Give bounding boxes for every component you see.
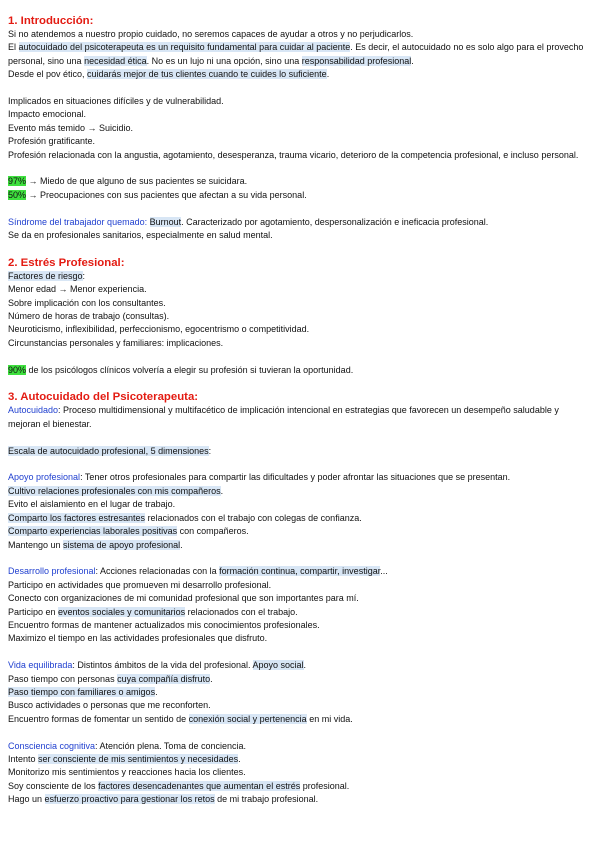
list-item xyxy=(8,793,592,806)
term-label: Autocuidado xyxy=(8,405,59,416)
list-item xyxy=(8,713,592,726)
text-run: : Atención plena. Toma de conciencia. xyxy=(95,740,246,751)
dimension-conciencia xyxy=(8,740,592,753)
text-run: Hago un xyxy=(8,794,45,805)
intro-paragraph-1: Si no atendemos a nuestro propio cuidado, no seremos capaces de ayudar a otros y no perjudicarlos. xyxy=(8,29,414,39)
list-item: Monitorizo mis sentimientos y reacciones hacia los clientes. xyxy=(8,767,246,778)
text-run: : Tener otros profesionales para compartir las dificultades y poder afrontar las situaciones que se presentan. xyxy=(80,472,511,483)
text-run: : Proceso multidimensional y multifacético de implicación intencional en estrategias que favorecen un desempeño saludable y mejoran el bienestar. xyxy=(8,405,559,429)
text-run: El xyxy=(8,42,19,53)
text-run: : Distintos ámbitos de la vida del profesional. xyxy=(72,660,253,671)
autocuidado-definition xyxy=(8,404,592,431)
dimension-apoyo xyxy=(8,471,592,484)
highlight: Factores de riesgo xyxy=(8,270,83,281)
text-run: Paso tiempo con personas xyxy=(8,673,118,684)
list-item: Menor edad → Menor experiencia. xyxy=(8,284,147,295)
list-item: Busco actividades o personas que me reconforten. xyxy=(8,700,211,711)
stat-percent: 50% xyxy=(8,189,27,200)
spacer xyxy=(8,242,592,255)
stat-line xyxy=(8,175,592,188)
text-run: Soy consciente de los xyxy=(8,780,99,791)
text-run: : xyxy=(82,270,86,281)
list-item: Evento más temido → Suicidio. xyxy=(8,122,134,133)
text-run: → Preocupaciones con sus pacientes que afectan a su vida personal. xyxy=(26,189,307,200)
term-label: Consciencia cognitiva xyxy=(8,740,96,751)
highlight: eventos sociales y comunitarios xyxy=(58,606,186,617)
highlight: autocuidado del psicoterapeuta es un requisito fundamental para cuidar al paciente xyxy=(18,42,351,53)
text-run: profesional. xyxy=(300,780,350,791)
spacer xyxy=(8,162,592,175)
scale-label xyxy=(8,445,592,458)
dimension-desarrollo xyxy=(8,565,592,578)
text-run: de los psicólogos clínicos volvería a elegir su profesión si tuvieran la oportunidad. xyxy=(26,364,354,375)
stat-line xyxy=(8,189,592,202)
burnout-definition xyxy=(8,216,592,229)
list-item xyxy=(8,485,592,498)
text-run: Participo en xyxy=(8,606,59,617)
text-run: . Es decir, el autocuidado no es solo algo para el provecho personal, sino una xyxy=(8,42,584,66)
text-run: . Caracterizado por agotamiento, despersonalización e ineficacia profesional. xyxy=(181,216,489,227)
highlight: esfuerzo proactivo para gestionar los retos xyxy=(44,794,215,805)
list-item: Encuentro formas de mantener actualizados mis conocimientos profesionales. xyxy=(8,619,320,630)
stat-percent: 90% xyxy=(8,364,27,375)
list-item: Profesión gratificante. xyxy=(8,136,96,147)
highlight: conexión social y pertenencia xyxy=(188,713,307,724)
intro-paragraph-3 xyxy=(8,68,592,81)
text-run: Intento xyxy=(8,753,39,764)
highlight: Paso tiempo con familiares o amigos xyxy=(8,686,156,697)
text-run: . xyxy=(220,485,224,496)
spacer xyxy=(8,646,592,659)
factors-label xyxy=(8,270,592,283)
list-item xyxy=(8,686,592,699)
spacer xyxy=(8,377,592,390)
text-run: → Miedo de que alguno de sus pacientes se suicidara. xyxy=(26,176,248,187)
list-item: Impacto emocional. xyxy=(8,109,87,120)
text-run: . xyxy=(180,539,183,550)
list-item xyxy=(8,673,592,686)
spacer xyxy=(8,202,592,215)
list-item xyxy=(8,780,592,793)
text-run: : xyxy=(208,445,212,456)
text-run: ... xyxy=(380,566,388,577)
text-run: . xyxy=(238,753,241,764)
highlight: Escala de autocuidado profesional, 5 dimensiones xyxy=(8,445,209,456)
highlight: ser consciente de mis sentimientos y necesidades xyxy=(38,753,239,764)
highlight: cuidarás mejor de tus clientes cuando te cuides lo suficiente xyxy=(87,69,327,80)
spacer xyxy=(8,726,592,739)
list-item: Maximizo el tiempo en las actividades profesionales que disfruto. xyxy=(8,633,268,644)
burnout-note: Se da en profesionales sanitarios, especialmente en salud mental. xyxy=(8,230,273,241)
text-run: . xyxy=(303,660,307,671)
stat-line xyxy=(8,364,592,377)
spacer xyxy=(8,552,592,565)
text-run: relacionados con el trabajo con colegas de confianza. xyxy=(145,512,362,523)
highlight: responsabilidad profesional xyxy=(301,55,412,66)
text-run: Mantengo un xyxy=(8,539,64,550)
highlight: Comparto experiencias laborales positivas xyxy=(8,526,178,537)
text-run: . xyxy=(210,673,213,684)
text-run: relacionados con el trabajo. xyxy=(185,606,298,617)
text-run: con compañeros. xyxy=(177,526,249,537)
text-run: Encuentro formas de fomentar un sentido de xyxy=(8,713,189,724)
highlight: factores desencadenantes que aumentan el estrés xyxy=(98,780,301,791)
list-item: Sobre implicación con los consultantes. xyxy=(8,297,166,308)
list-item: Implicados en situaciones difíciles y de vulnerabilidad. xyxy=(8,96,224,107)
highlight: Burnout xyxy=(149,216,182,227)
term-label: Vida equilibrada xyxy=(8,660,73,671)
highlight: Apoyo social xyxy=(252,660,304,671)
highlight: sistema de apoyo profesional xyxy=(63,539,181,550)
intro-paragraph-2 xyxy=(8,41,592,68)
list-item: Profesión relacionada con la angustia, agotamiento, desesperanza, trauma vicario, deterioro de la competencia profesional, e incluso personal. xyxy=(8,149,579,160)
list-item xyxy=(8,512,592,525)
stat-percent: 97% xyxy=(8,176,27,187)
list-item xyxy=(8,539,592,552)
section-3-heading: 3. Autocuidado del Psicoterapeuta: xyxy=(8,391,199,404)
dimension-vida xyxy=(8,659,592,672)
highlight: formación continua, compartir, investigar xyxy=(219,566,381,577)
list-item: Evito el aislamiento en el lugar de trabajo. xyxy=(8,499,176,510)
term-label: Desarrollo profesional xyxy=(8,566,96,577)
text-run: . xyxy=(155,686,158,697)
list-item: Participo en actividades que promueven mi desarrollo profesional. xyxy=(8,579,272,590)
spacer xyxy=(8,431,592,444)
list-item xyxy=(8,606,592,619)
highlight: Cultivo relaciones profesionales con mis compañeros xyxy=(8,485,221,496)
highlight: Comparto los factores estresantes xyxy=(8,512,146,523)
section-1-heading: 1. Introducción: xyxy=(8,15,94,27)
text-run: Desde el pov ético, xyxy=(8,69,88,80)
spacer xyxy=(8,350,592,363)
list-item: Número de horas de trabajo (consultas). xyxy=(8,311,170,322)
text-run: : Acciones relacionadas con la xyxy=(95,566,220,577)
list-item xyxy=(8,525,592,538)
list-item: Circunstancias personales y familiares: implicaciones. xyxy=(8,337,224,348)
section-2-heading: 2. Estrés Profesional: xyxy=(8,256,125,269)
highlight: necesidad ética xyxy=(84,55,147,66)
text-run: . No es un lujo ni una opción, sino una xyxy=(146,55,302,66)
text-run: . xyxy=(326,69,330,80)
list-item: Conecto con organizaciones de mi comunidad profesional que son importantes para mí. xyxy=(8,593,359,604)
highlight: cuya compañía disfruto xyxy=(117,673,211,684)
list-item: Neuroticismo, inflexibilidad, perfeccionismo, egocentrismo o competitividad. xyxy=(8,324,310,335)
text-run: de mi trabajo profesional. xyxy=(214,794,319,805)
spacer xyxy=(8,82,592,95)
text-run: en mi vida. xyxy=(306,713,353,724)
list-item xyxy=(8,753,592,766)
spacer xyxy=(8,458,592,471)
term-label: Síndrome del trabajador quemado: xyxy=(8,216,150,227)
text-run: . xyxy=(411,55,414,66)
term-label: Apoyo profesional xyxy=(8,472,81,483)
